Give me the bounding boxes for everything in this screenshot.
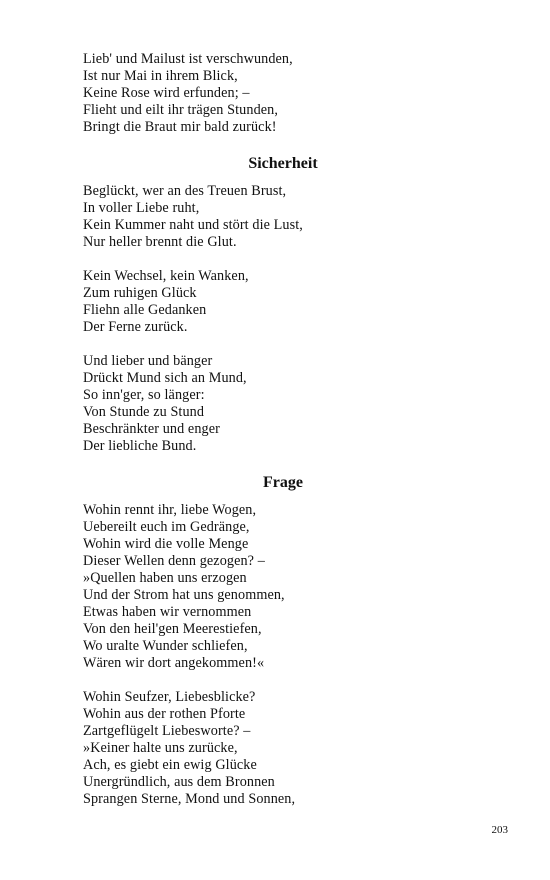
book-page (83, 51, 483, 808)
page-number: 203 (491, 824, 508, 836)
verse-line: Nur heller brennt die Glut. (83, 234, 237, 250)
verse-line: Lieb' und Mailust ist verschwunden, (83, 51, 293, 67)
verse-line: In voller Liebe ruht, (83, 200, 200, 216)
verse-line: Fliehn alle Gedanken (83, 302, 207, 318)
verse-line: Keine Rose wird erfunden; – (83, 85, 250, 101)
poem-sicherheit (83, 154, 483, 455)
verse-line: Uebereilt euch im Gedränge, (83, 519, 250, 535)
verse-line: Etwas haben wir vernommen (83, 604, 252, 620)
verse-line: »Keiner halte uns zurücke, (83, 740, 238, 756)
verse-line: Dieser Wellen denn gezogen? – (83, 553, 265, 569)
verse-line: Wohin aus der rothen Pforte (83, 706, 246, 722)
poem-title: Sicherheit (248, 155, 318, 172)
verse-line: »Quellen haben uns erzogen (83, 570, 247, 586)
verse-line: Zum ruhigen Glück (83, 285, 197, 301)
stanza (83, 268, 483, 336)
verse-line: Wären wir dort angekommen!« (83, 655, 265, 671)
verse-line: Der Ferne zurück. (83, 319, 188, 335)
stanza (83, 689, 483, 808)
verse-line: Beglückt, wer an des Treuen Brust, (83, 183, 287, 199)
verse-line: Wohin rennt ihr, liebe Wogen, (83, 502, 257, 518)
stanza (83, 183, 483, 251)
verse-line: Und lieber und bänger (83, 353, 213, 369)
verse-line: Ist nur Mai in ihrem Blick, (83, 68, 238, 84)
verse-line: So inn'ger, so länger: (83, 387, 205, 403)
verse-line: Wo uralte Wunder schliefen, (83, 638, 248, 654)
verse-line: Beschränkter und enger (83, 421, 220, 437)
verse-line: Unergründlich, aus dem Bronnen (83, 774, 275, 790)
verse-line: Zartgeflügelt Liebesworte? – (83, 723, 251, 739)
verse-line: Wohin Seufzer, Liebesblicke? (83, 689, 256, 705)
verse-line: Sprangen Sterne, Mond und Sonnen, (83, 791, 296, 807)
verse-line: Flieht und eilt ihr trägen Stunden, (83, 102, 279, 118)
fragment-stanza (83, 51, 483, 136)
verse-line: Der liebliche Bund. (83, 438, 197, 454)
verse-line: Ach, es giebt ein ewig Glücke (83, 757, 257, 773)
stanza (83, 353, 483, 455)
verse-line: Kein Wechsel, kein Wanken, (83, 268, 249, 284)
verse-line: Bringt die Braut mir bald zurück! (83, 119, 277, 135)
verse-line: Von Stunde zu Stund (83, 404, 205, 420)
poem-frage (83, 473, 483, 808)
verse-line: Kein Kummer naht und stört die Lust, (83, 217, 303, 233)
verse-line: Und der Strom hat uns genommen, (83, 587, 285, 603)
poem-title: Frage (263, 474, 303, 491)
verse-line: Wohin wird die volle Menge (83, 536, 249, 552)
stanza (83, 502, 483, 672)
verse-line: Von den heil'gen Meerestiefen, (83, 621, 262, 637)
verse-line: Drückt Mund sich an Mund, (83, 370, 247, 386)
